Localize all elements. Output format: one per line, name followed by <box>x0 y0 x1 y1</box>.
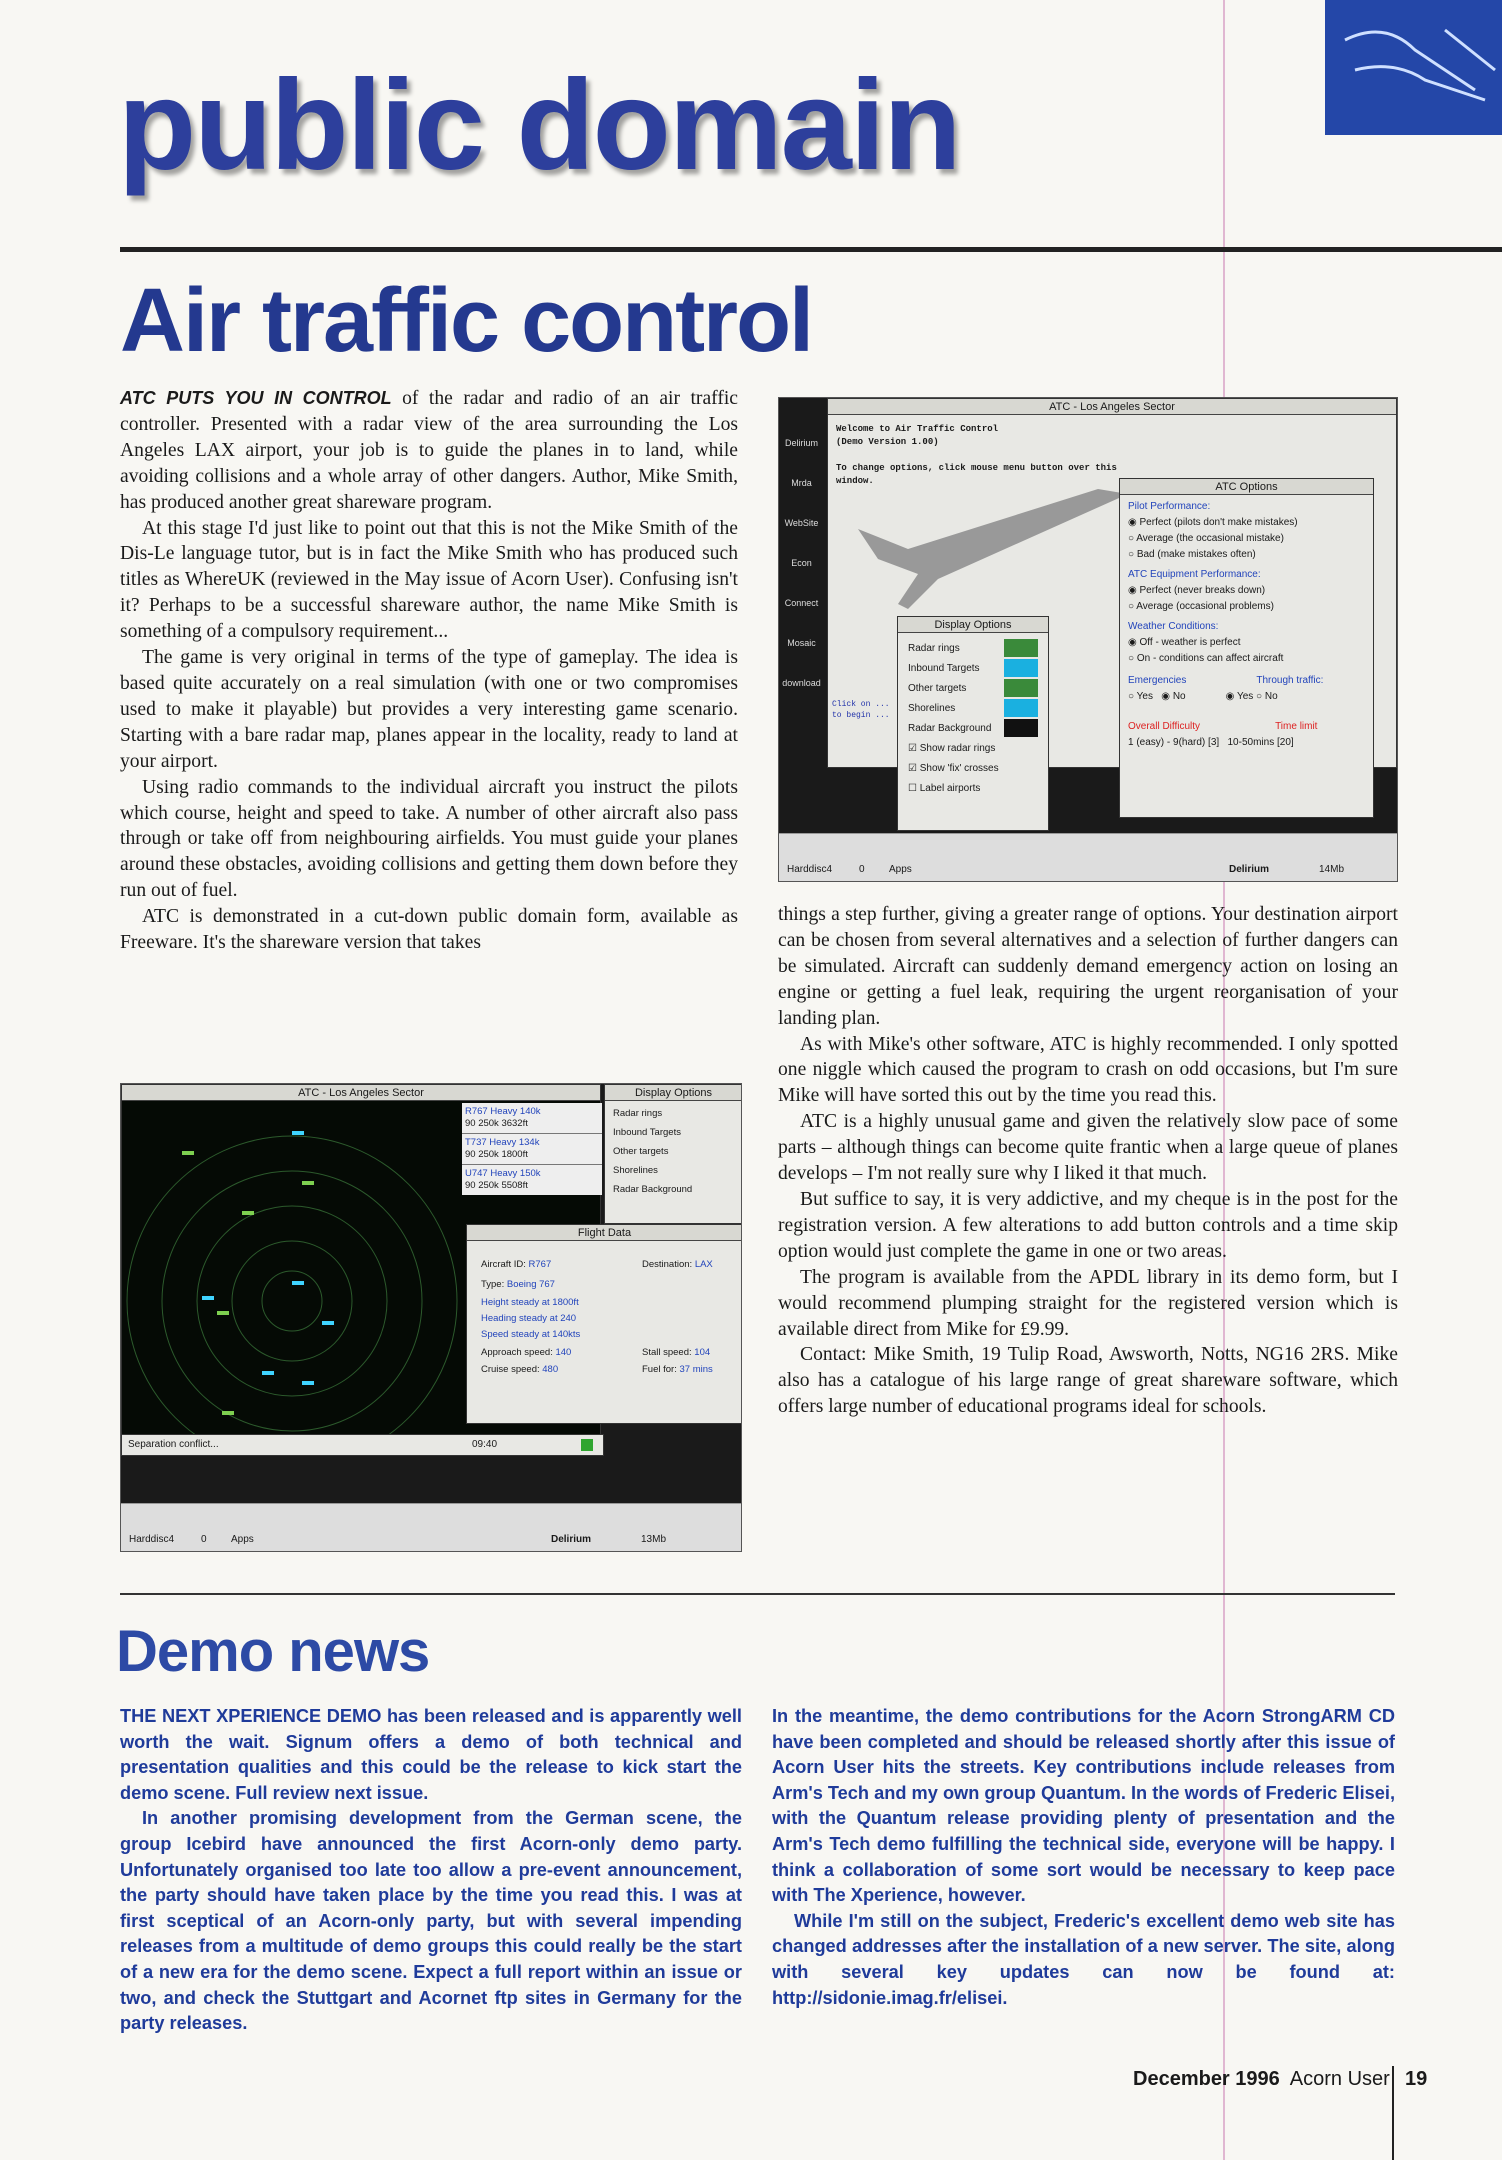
paragraph: ATC is demonstrated in a cut-down public domain form, available as Freeware. It's the shareware version that takes <box>120 906 738 954</box>
paragraph: THE NEXT XPERIENCE DEMO has been released and is apparently well worth the wait. Signum offers a demo of both technical and presentation qualities and this could be the release to kick start the demo scene. Full review next issue. <box>120 1706 742 1803</box>
demo-column-left <box>120 1704 742 2037</box>
paragraph: While I'm still on the subject, Frederic's excellent demo web site has changed addresses after the installation of a new server. The site, along with several key updates can now be found at: http://sidonie.imag.fr/elisei. <box>772 1910 1395 2008</box>
divider <box>120 1593 1395 1595</box>
paragraph: But suffice to say, it is very addictive, and my cheque is in the post for the registration version. A few alterations to add button controls and a time skip option would just complete the game in one or two areas. <box>778 1188 1398 1262</box>
paragraph: The program is available from the APDL library in its demo form, but I would recommend plumping straight for the registered version which is available direct from Mike for £9.99. <box>778 1266 1398 1340</box>
paragraph: of the radar and radio of an air traffic controller. Presented with a radar view of the area surrounding the Los Angeles LAX airport, your job is to guide the planes in to land, while avoiding collisions and a whole array of other dangers. Author, Mike Smith, has produced another great shareware program. <box>120 388 738 513</box>
paragraph: In the meantime, the demo contributions for the Acorn StrongARM CD have been completed and should be released shortly after this issue of Acorn User hits the streets. Key contributions include releases from Arm's Tech and my own group Quantum. In the words of Frederic Elisei, with the Quantum release providing plenty of presentation and the Arm's Tech demo fulfilling the technical side, everyone will be happy. I think a collaboration of some sort would be necessary to keep pace with The Xperience, however. <box>772 1706 1395 1906</box>
click-hint: Click on ... to begin ... <box>832 700 890 720</box>
airplane-icon <box>848 479 1148 619</box>
article-column-right <box>778 902 1398 1420</box>
page-number: 19 <box>1405 2068 1428 2090</box>
demo-news-heading: Demo news <box>116 1619 430 1684</box>
paragraph: things a step further, giving a greater range of options. Your destination airport can be chosen from several alternatives and a selection of further dangers can be simulated. Aircraft can suddenly demand emergency action on losing an engine or getting a fuel leak, requiring the urgent reorganisation of your landing plan. <box>778 904 1398 1029</box>
difficulty-field[interactable]: 3 <box>1210 737 1217 748</box>
paragraph: The game is very original in terms of the type of gameplay. The idea is based quite accurately on a real simulation (with one or two compromises used to make it playable) but provides a very interesting game scenario. Starting with a bare radar map, planes appear in the locality, ready to land at your airport. <box>120 647 738 772</box>
checkbox[interactable]: ☑ Show 'fix' crosses <box>908 763 999 774</box>
display-options-window: Display Options Radar rings Inbound Targets Other targets Shorelines Radar Background ☑ Show radar rings ☑ Show 'fix' crosses ☐ Label airports <box>897 616 1049 831</box>
divider <box>120 247 1502 252</box>
checkbox[interactable]: ☑ Show radar rings <box>908 743 996 754</box>
demo-column-right <box>772 1704 1395 2011</box>
article-column-left <box>120 386 738 956</box>
page-footer: December 1996 Acorn User <box>1133 2068 1390 2090</box>
paragraph: Using radio commands to the individual aircraft you instruct the pilots which course, height and speed to take. A number of other aircraft also pass through or take off from neighbouring airfields. You must guide your planes around these obstacles, avoiding collisions and getting them down before they run out of fuel. <box>120 776 738 902</box>
icon-bar: Harddisc4 0 Apps Delirium 14Mb <box>779 833 1397 881</box>
paragraph: In another promising development from the German scene, the group Icebird have announced the first Acorn-only demo party. Unfortunately organised too late too allow a pre-event announcement, the party should have taken place by the time you read this. I was at first sceptical of an Acorn-only party, but with several impending releases from a multitude of demo groups this could really be the start of a new era for the demo scene. Expect a full report within an issue or two, and check the Stuttgart and Acornet ftp sites in Germany for the party releases. <box>120 1808 742 2034</box>
headline: Air traffic control <box>120 271 813 371</box>
corner-illustration <box>1325 0 1502 135</box>
paragraph: As with Mike's other software, ATC is highly recommended. I only spotted one niggle which caused the program to crash on odd occasions, but I'm sure Mike will have sorted this out by the time you read this. <box>778 1033 1398 1107</box>
radar-window: ATC - Los Angeles Sector R767 Heavy 140k 90 250k 3632ft T737 Heavy 134k 90 250k 1800ft U747 Heavy 150k 90 250k 5508ft <box>121 1084 601 1439</box>
paragraph: At this stage I'd just like to point out that this is not the Mike Smith of the Dis-Le language tutor, but is in fact the Mike Smith who has produced such titles as WhereUK (reviewed in the May issue of Acorn User). Confusing isn't it? Perhaps to be a successful shareware author, the name Mike Smith is something of a compulsory requirement... <box>120 517 738 643</box>
flight-data-window: Flight Data Aircraft ID: R767 Destination: LAX Type: Boeing 767 Height steady at 1800ft Heading steady at 240 Speed steady at 140kts Approach speed: 140 Stall speed: 104 Cruise speed: 480 Fuel for: 37 mins <box>466 1224 742 1424</box>
lead-in: ATC PUTS YOU IN CONTROL <box>120 388 392 408</box>
time-limit-field[interactable]: 20 <box>1279 737 1291 748</box>
section-title: public domain <box>118 54 960 197</box>
main-window: ATC - Los Angeles Sector Welcome to Air Traffic Control (Demo Version 1.00) To change options, click mouse menu button over this window. Click on ... to begin ... <box>827 398 1397 768</box>
screenshot-atc-options <box>778 397 1398 882</box>
paragraph: ATC is a highly unusual game and given the relatively slow pace of some parts – although things can become quite frantic when a large queue of planes develops – I'm not really sure why I liked it that much. <box>778 1111 1398 1185</box>
checkbox[interactable]: ☐ Label airports <box>908 783 981 794</box>
screenshot-atc-radar <box>120 1083 742 1552</box>
divider <box>1392 2066 1394 2160</box>
icon-bar: Harddisc4 0 Apps Delirium 13Mb <box>121 1503 741 1551</box>
atc-options-window: ATC Options Pilot Performance: ◉ Perfect (pilots don't make mistakes) ○ Average (the occasional mistake) ○ Bad (make mistakes often) ATC Equipment Performance: ◉ Perfect (never breaks down) ○ Average (occasional problems) Weather Conditions: ◉ Off - weather is perfect ○ On - conditions can affect aircraft Emergencies Through traffic: ○ Yes ◉ No ◉ Yes ○ No Overall Difficulty Time limit 1 (easy) - 9(hard) [3] 10-50mins [20] <box>1119 478 1374 818</box>
status-bar: Separation conflict... 09:40 <box>121 1434 604 1456</box>
radar-display <box>122 1101 462 1441</box>
side-icons: Delirium Mrda WebSite Econ Connect Mosaic download <box>782 438 821 688</box>
paragraph: Contact: Mike Smith, 19 Tulip Road, Awsworth, Notts, NG16 2RS. Mike also has a catalogue of his large range of great shareware software, which offers large number of educational programs ideal for schools. <box>778 1344 1398 1418</box>
display-options-window: Display Options Radar rings Inbound Targets Other targets Shorelines Radar Background <box>604 1084 742 1224</box>
